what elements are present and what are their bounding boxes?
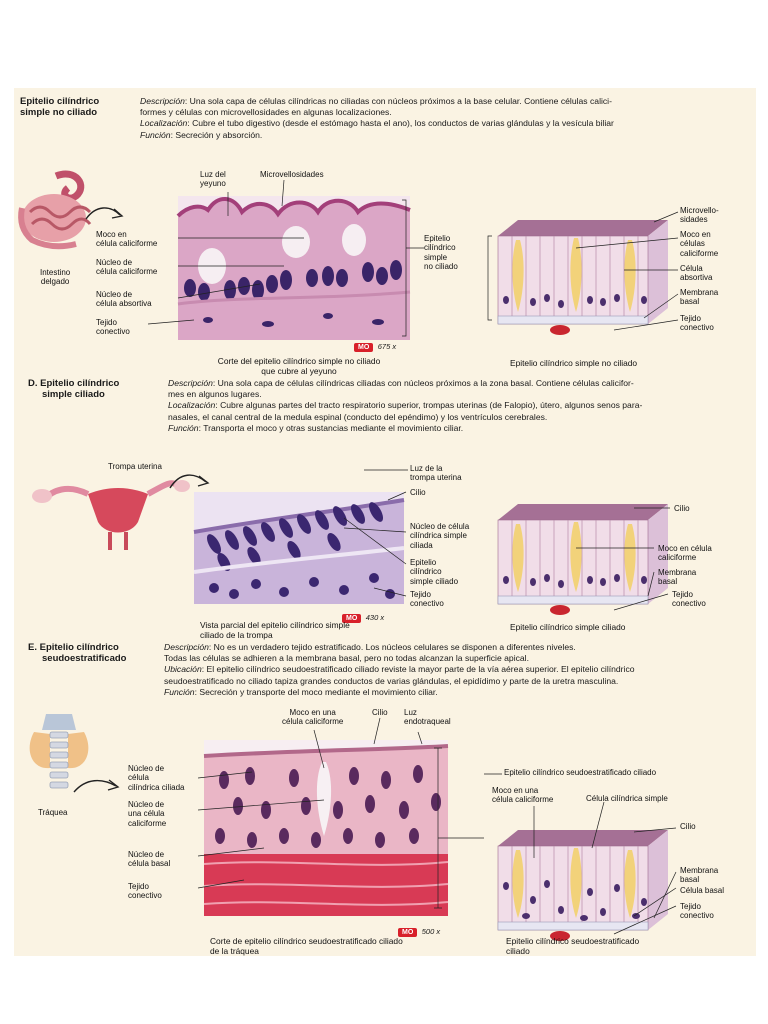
section-d-title-line1: D. Epitelio cilíndrico [28,378,120,389]
section-c-title-line2: simple no ciliado [20,107,98,118]
loc-text: : Cubre algunas partes del tracto respiratorio superior, trompas uterinas (de Falopio), útero, algunos senos para- [215,400,643,411]
func-text: : Transporta el moco y otras sustancias mediante el movimiento ciliar. [198,422,464,433]
diagram-label-moco: Moco en célula caliciforme [658,544,712,563]
diagram-label-cilio: Cilio [680,822,696,831]
mo-badge-label: MO [354,343,373,352]
diagram-label-membrana-basal: Membrana basal [680,866,719,885]
loc-label: Ubicación [164,664,202,675]
loc-text-2: seudoestratificado no ciliado tapiza grandes conductos de varias glándulas, el epidídimo y parte de la uretra masculina. [164,675,619,686]
mo-badge-label: MO [398,928,417,937]
label-nucleo-ciliada: Núcleo de célula cilíndrica simple ciliada [410,522,470,550]
diagram-caption-e: Epitelio cilíndrico seudoestratificado ciliado [506,936,640,956]
magnification: 430 x [365,613,385,622]
desc-text-2: formes y células con microvellosidades en algunas localizaciones. [140,107,392,118]
label-nucleo-cilindrica-ciliada: Núcleo de célula cilíndrica ciliada [128,764,185,792]
desc-text: : Una sola capa de células cilíndricas ciliadas con núcleos próximos a la zona basal. Contiene células calicifor- [212,378,634,388]
organ-label-intestine: Intestino delgado [40,268,71,287]
desc-label: Descripción [168,378,213,388]
section-e-title-line2: seudoestratificado [42,653,127,664]
label-epitelio-no-ciliado: Epitelio cilíndrico simple no ciliado [424,234,458,272]
func-label: Función [168,422,199,433]
magnification: 675 x [377,342,397,351]
micrograph-caption-e: Corte de epitelio cilíndrico seudoestratificado ciliado de la tráquea [210,936,403,956]
label-luz-trompa: Luz de la trompa uterina [410,464,462,483]
desc-text: : No es un verdadero tejido estratificado. Los núcleos celulares se disponen a diferentes niveles. [208,642,576,652]
desc-text: : Una sola capa de células cilíndricas no ciliadas con núcleos próximos a la base celular. Contiene células calici- [184,96,612,106]
diagram-label-moco: Moco en células caliciforme [680,230,719,258]
label-epitelio-ciliado: Epitelio cilíndrico simple ciliado [410,558,459,586]
label-luz-yeyuno: Luz del yeyuno [200,170,226,189]
diagram-label-tejido: Tejido conectivo [680,314,714,333]
diagram-label-microvellosidades: Microvello- sidades [680,206,719,225]
diagram-label-tejido: Tejido conectivo [680,902,714,921]
desc-label: Descripción [140,96,185,106]
func-label: Función [164,686,195,697]
section-d-title-line2: simple ciliado [42,389,105,400]
diagram-label-membrana-basal: Membrana basal [658,568,697,587]
label-nucleo-caliciforme: Núcleo de una célula caliciforme [128,800,167,828]
diagram-caption-c: Epitelio cilíndrico simple no ciliado [510,358,638,368]
diagram-label-celula-cilindrica: Célula cilíndrica simple [586,794,668,803]
label-cilio: Cilio [410,488,426,497]
loc-text: : El epitelio cilíndrico seudoestratificado ciliado reviste la mayor parte de la vía aérea superior. El epitelio cilíndrico [201,664,635,675]
label-luz-endotraqueal: Luz endotraqueal [404,708,451,727]
diagram-label-tejido: Tejido conectivo [672,590,706,609]
diagram-label-membrana-basal: Membrana basal [680,288,719,307]
func-label: Función [140,129,171,140]
label-microvellosidades: Microvellosidades [260,170,324,179]
loc-label: Localización [168,400,216,411]
label-tejido-conectivo-d: Tejido conectivo [410,590,444,609]
diagram-label-cilio: Cilio [674,504,690,513]
label-tejido-conectivo-e: Tejido conectivo [128,882,162,901]
label-moco-caliciforme: Moco en una célula caliciforme [282,708,344,727]
func-text: : Secreción y absorción. [170,129,263,140]
loc-label: Localización [140,118,188,129]
organ-label-trompa: Trompa uterina [108,462,162,471]
loc-text-2: nasales, el canal central de la medula espinal (conducto del epéndimo) y los ventrículos cerebrales. [168,411,548,422]
micrograph-caption-d: Vista parcial del epitelio cilíndrico simple ciliado de la trompa [200,620,350,640]
micrograph-caption-c: Corte del epitelio cilíndrico simple no ciliado que cubre al yeyuno [217,356,381,376]
label-nucleo-basal: Núcleo de célula basal [128,850,171,869]
desc-text-2: mes en algunos lugares. [168,389,262,400]
organ-label-traquea: Tráquea [38,808,68,817]
label-nucleo-absortiva: Núcleo de célula absortiva [96,290,152,309]
loc-text: : Cubre el tubo digestivo (desde el estómago hasta el ano), los conductos de varias glándulas y la vesícula biliar [187,118,614,129]
section-e-title-line1: E. Epitelio cilíndrico [28,642,119,653]
magnification: 500 x [421,927,441,936]
section-c-title-line1: Epitelio cilíndrico [20,96,100,107]
label-cilio: Cilio [372,708,388,717]
diagram-label-epitelio-seudo: Epitelio cilíndrico seudoestratificado ciliado [504,768,657,777]
func-text: : Secreción y transporte del moco mediante el movimiento ciliar. [194,686,438,697]
textbook-page [14,88,756,956]
leader-lines-e-diagram [14,88,756,956]
desc-label: Descripción [164,642,209,652]
label-nucleo-caliciforme: Núcleo de célula caliciforme [96,258,158,277]
desc-text-2: Todas las células se adhieren a la membrana basal, pero no todas alcanzan la superficie apical. [164,653,529,664]
diagram-caption-d: Epitelio cilíndrico simple ciliado [510,622,626,632]
diagram-label-moco: Moco en una célula caliciforme [492,786,554,805]
label-tejido-conectivo: Tejido conectivo [96,318,130,337]
diagram-label-celula-absortiva: Célula absortiva [680,264,713,283]
label-moco-caliciforme: Moco en célula caliciforme [96,230,158,249]
mo-badge-label: MO [342,614,361,623]
diagram-label-celula-basal: Célula basal [680,886,725,895]
